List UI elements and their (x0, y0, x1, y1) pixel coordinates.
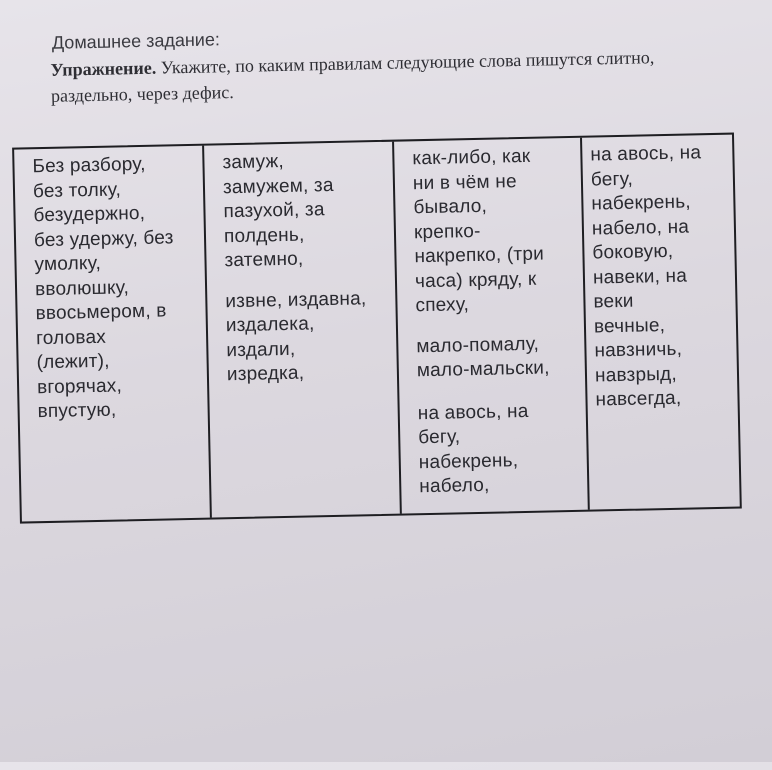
word-group: извне, издавна, издалека, издали, изредка, (225, 287, 367, 386)
table-column-4 (582, 135, 740, 510)
word-group: как-либо, как ни в чём не бывало, крепко- накрепко, (три часа) кряду, к спеху, (412, 145, 545, 317)
exercise-text: Укажите, по каким правилам следующие слова пишутся слитно, раздельно, через дефис. (50, 47, 655, 106)
table-column-1 (14, 146, 212, 522)
exercise-label: Упражнение. (50, 57, 157, 80)
exercise-instruction (50, 43, 731, 109)
table-column-2 (204, 142, 402, 518)
homework-heading: Домашнее задание: (51, 29, 221, 53)
word-group: на авось, на бегу, набекрень, набело, на боковую, навеки, на веки вечные, навзничь, навзрыд, навсегда, (590, 142, 702, 411)
word-group: замуж, замужем, за пазухой, за полдень, затемно, (222, 150, 334, 272)
word-group: мало-помалу, мало-мальски, (416, 333, 550, 382)
words-table (12, 133, 742, 524)
word-group: на авось, на бегу, набекрень, набело, (417, 400, 529, 498)
word-group: Без разбору, без толку, безудержно, без удержу, без умолку, вволюшку, ввосьмером, в головах (лежит), вгорячах, впустую, (32, 153, 174, 423)
table-column-3 (394, 138, 590, 514)
